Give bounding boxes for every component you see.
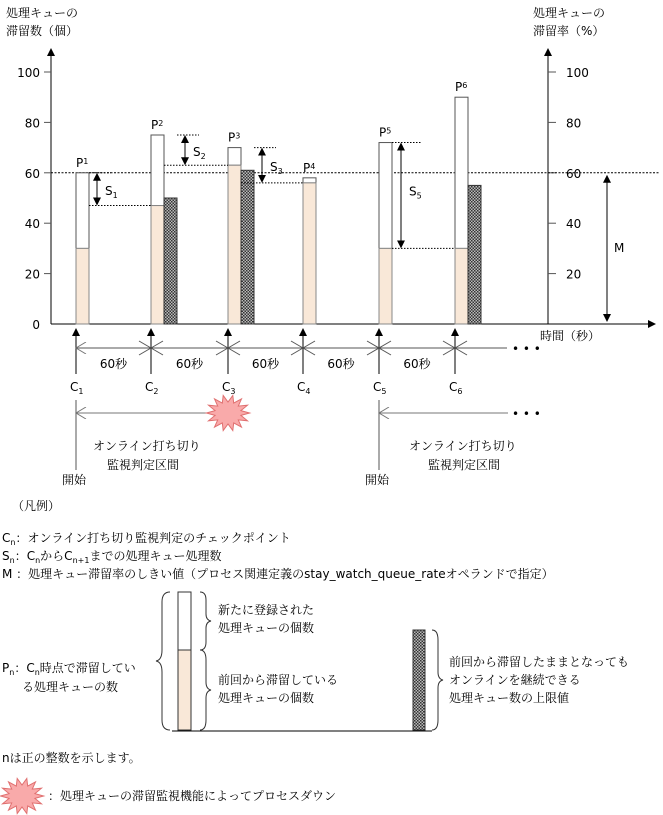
legend: [0, 498, 629, 814]
checkpoint-label: $C_5$: [373, 380, 387, 396]
legend-burst-text: ：処理キューの滞留監視機能によってプロセスダウン: [48, 789, 337, 803]
bar-new-queues: [379, 143, 392, 249]
legend-m: M ：処理キュー滞留率のしきい値（プロセス関連定義のstay_watch_queue_rateオペランドで指定）: [2, 567, 554, 581]
section-2-line1: オンライン打ち切り: [409, 439, 517, 453]
bar-upper-limit: [241, 170, 254, 324]
bar-new-queues: [228, 148, 241, 166]
checkpoint-label: $C_4$: [297, 380, 311, 396]
brace-pn: [156, 592, 170, 730]
legend-cn: $C_n$：オンライン打ち切り監視判定のチェックポイント: [2, 531, 291, 547]
chart-area: [17, 52, 660, 332]
s-label: $S_2$: [193, 145, 206, 162]
tick-label-left: 80: [24, 116, 40, 131]
bar-retained-queues: [151, 206, 164, 324]
tick-label-right: 100: [566, 66, 589, 80]
checkpoint-label: $C_2$: [145, 380, 159, 396]
interval-label: 60秒: [251, 357, 280, 371]
point-label: $P^5$: [379, 125, 392, 140]
brace-new: [200, 592, 211, 650]
legend-old-text-1: 前回から滞留している: [218, 673, 339, 687]
interval-label: 60秒: [175, 357, 204, 371]
legend-hatch-bar: [413, 630, 425, 730]
point-label: $P^1$: [76, 155, 89, 170]
s-label: $S_3$: [270, 160, 283, 177]
legend-hatch-text-2: オンラインを継続できる: [449, 673, 581, 687]
legend-note: nは正の整数を示します。: [2, 751, 141, 765]
tick-label-left: 20: [24, 267, 40, 282]
section-1-start: 開始: [62, 473, 87, 487]
legend-old-text-2: 処理キューの個数: [218, 691, 315, 705]
legend-title: （凡例）: [12, 499, 61, 513]
bar-retained-queues: [379, 248, 392, 324]
point-label: $P^6$: [455, 80, 468, 95]
section-1: [62, 438, 201, 487]
legend-new-bar: [178, 592, 191, 650]
legend-old-bar: [178, 650, 191, 730]
process-down-burst-icon: [206, 396, 249, 431]
tick-label-right: 40: [566, 217, 582, 232]
bar-new-queues: [76, 173, 89, 249]
legend-sn: $S_n$：$C_n$から$C_{n+1}$までの処理キュー処理数: [2, 549, 222, 565]
legend-new-text-2: 処理キューの個数: [218, 621, 315, 635]
section-2-start: 開始: [365, 473, 390, 487]
section-1-line1: オンライン打ち切り: [93, 439, 201, 453]
left-axis-title-2: 滞留数（個）: [6, 24, 79, 38]
tick-label-right: 80: [566, 116, 582, 131]
right-axis-title-2: 滞留率（%）: [533, 24, 605, 38]
tick-label-left: 40: [24, 217, 40, 232]
brace-old: [200, 650, 211, 730]
checkpoint-label: $C_1$: [70, 380, 84, 396]
interval-label: 60秒: [99, 357, 128, 371]
tick-label-right: 20: [566, 267, 582, 282]
m-label: M: [614, 241, 625, 255]
checkpoint-label: $C_3$: [222, 380, 236, 396]
legend-pn-line2: る処理キューの数: [22, 680, 119, 694]
s-label: $S_1$: [105, 184, 118, 201]
bar-new-queues: [303, 178, 316, 183]
legend-hatch-text-1: 前回から滞留したままとなっても: [449, 655, 630, 669]
interval-label: 60秒: [403, 357, 431, 371]
tick-label-left: 0: [32, 318, 40, 332]
right-axis-title-1: 処理キューの: [533, 6, 606, 20]
time-axis-label: 時間（秒）: [540, 329, 601, 343]
bar-retained-queues: [455, 248, 468, 324]
point-label: $P^4$: [303, 160, 316, 175]
process-down-burst-icon: [0, 779, 43, 814]
legend-pn: $P_n$：$C_n$時点で滞留してい: [2, 661, 136, 677]
interval-label: 60秒: [327, 357, 355, 371]
bar-new-queues: [455, 97, 468, 248]
section-1-line2: 監視判定区間: [107, 458, 180, 472]
ellipsis: • • •: [512, 407, 541, 421]
bar-retained-queues: [303, 183, 316, 324]
left-axis-title-1: 処理キューの: [6, 6, 79, 20]
bar-upper-limit: [468, 185, 481, 324]
brace-hatch: [432, 630, 443, 730]
section-2: [365, 438, 517, 487]
tick-label-right: 60: [566, 166, 582, 181]
bar-upper-limit: [164, 198, 177, 324]
point-label: $P^2$: [151, 118, 164, 132]
ellipsis: • • •: [512, 342, 541, 356]
tick-label-left: 60: [24, 166, 40, 181]
legend-new-text-1: 新たに登録された: [218, 603, 315, 617]
checkpoint-label: $C_6$: [449, 380, 463, 396]
s-label: $S_5$: [409, 184, 422, 201]
tick-label-left: 100: [17, 66, 40, 80]
legend-hatch-text-3: 処理キュー数の上限値: [449, 691, 570, 705]
bar-retained-queues: [228, 165, 241, 324]
point-label: $P^3$: [228, 130, 241, 145]
bar-retained-queues: [76, 248, 89, 324]
burst-shape: [0, 779, 43, 814]
bar-new-queues: [151, 135, 164, 206]
section-2-line2: 監視判定区間: [428, 458, 501, 472]
